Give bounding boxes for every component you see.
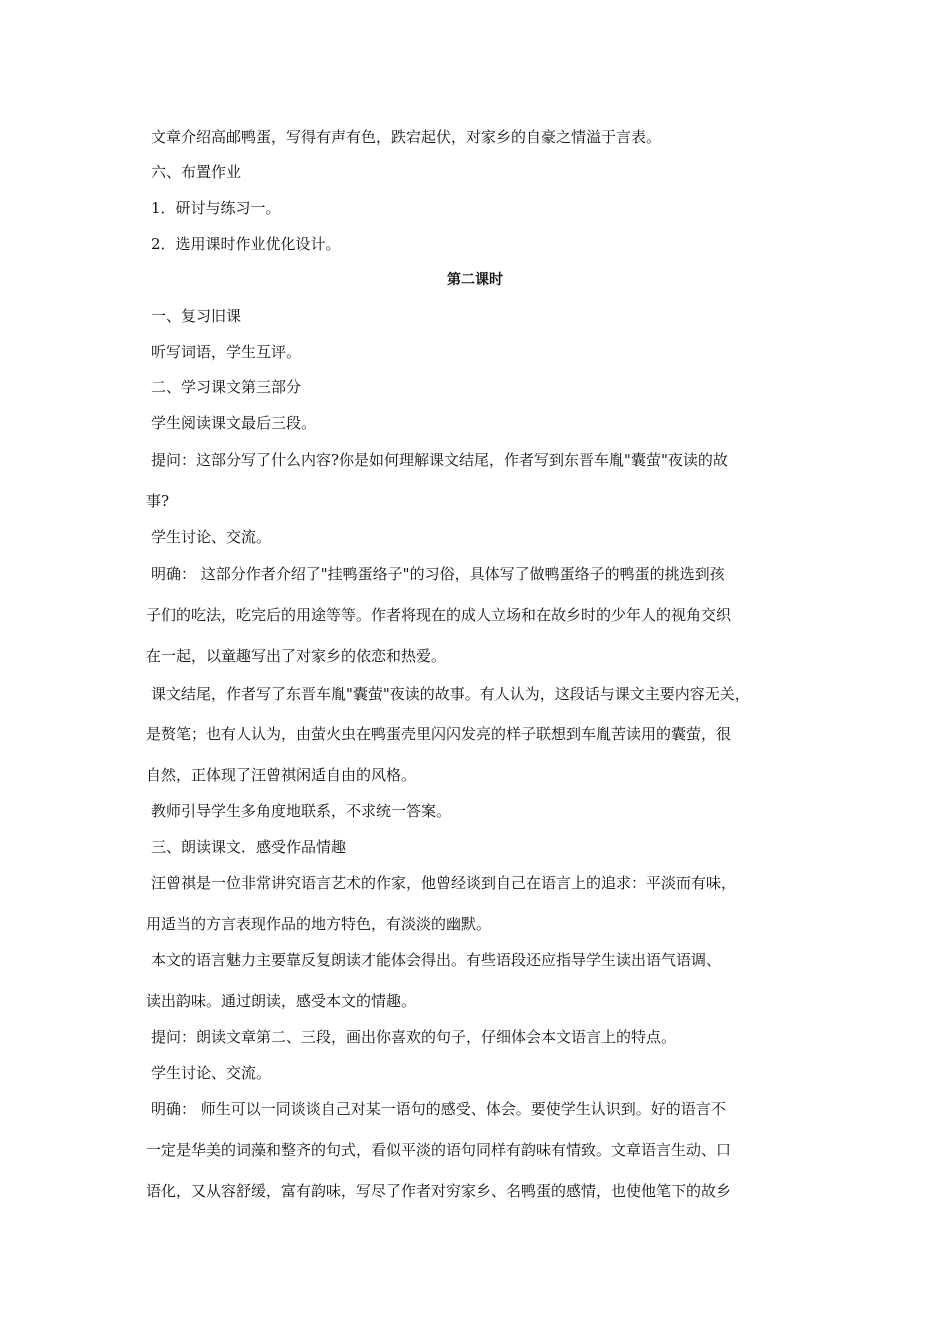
section-heading: 二、学习课文第三部分	[151, 378, 302, 396]
paragraph-line: 明确： 这部分作者介绍了"挂鸭蛋络子"的习俗，具体写了做鸭蛋络子的鸭蛋的挑选到孩	[151, 565, 725, 583]
paragraph-line: 听写词语，学生互评。	[151, 343, 302, 361]
paragraph-line: 课文结尾，作者写了东晋车胤"囊萤"夜读的故事。有人认为，这段话与课文主要内容无关，	[151, 685, 750, 703]
paragraph-line: 一定是华美的词藻和整齐的句式，看似平淡的语句同样有韵味有情致。文章语言生动、口	[146, 1141, 732, 1159]
paragraph-line: 学生阅读课文最后三段。	[151, 414, 317, 432]
paragraph-line: 明确： 师生可以一同谈谈自己对某一语句的感受、体会。要使学生认识到。好的语言不	[151, 1100, 726, 1118]
paragraph-line: 提问：这部分写了什么内容?你是如何理解课文结尾，作者写到东晋车胤"囊萤"夜读的故	[151, 451, 728, 469]
paragraph-line: 用适当的方言表现作品的地方特色，有淡淡的幽默。	[146, 915, 492, 933]
paragraph-line: 事?	[146, 492, 170, 510]
section-heading: 一、复习旧课	[151, 307, 242, 325]
paragraph-line: 自然，正体现了汪曾祺闲适自由的风格。	[146, 766, 417, 784]
list-item: 2．选用课时作业优化设计。	[151, 235, 341, 253]
paragraph-line: 在一起，以童趣写出了对家乡的依恋和热爱。	[146, 647, 447, 665]
paragraph-line: 是赘笔；也有人认为，由萤火虫在鸭蛋壳里闪闪发亮的样子联想到车胤苦读用的囊萤，很	[146, 725, 732, 743]
lesson-title: 第二课时	[447, 272, 503, 288]
section-heading: 三、朗读课文．感受作品情趣	[151, 838, 347, 856]
list-item: 1．研讨与练习一。	[151, 199, 281, 217]
paragraph-line: 提问：朗读文章第二、三段，画出你喜欢的句子，仔细体会本文语言上的特点。	[151, 1028, 677, 1046]
section-heading: 六、布置作业	[151, 163, 242, 181]
paragraph-line: 语化，又从容舒缓，富有韵味，写尽了作者对穷家乡、名鸭蛋的感情，也使他笔下的故乡	[146, 1182, 732, 1200]
paragraph-line: 教师引导学生多角度地联系，不求统一答案。	[151, 802, 452, 820]
paragraph-line: 子们的吃法，吃完后的用途等等。作者将现在的成人立场和在故乡时的少年人的视角交织	[146, 606, 732, 624]
paragraph-line: 学生讨论、交流。	[151, 528, 272, 546]
paragraph-line: 文章介绍高邮鸭蛋，写得有声有色，跌宕起伏，对家乡的自豪之情溢于言表。	[151, 128, 662, 146]
paragraph-line: 读出韵味。通过朗读，感受本文的情趣。	[146, 992, 417, 1010]
paragraph-line: 汪曾祺是一位非常讲究语言艺术的作家，他曾经谈到自己在语言上的追求：平淡而有味，	[151, 874, 737, 892]
paragraph-line: 学生讨论、交流。	[151, 1064, 272, 1082]
paragraph-line: 本文的语言魅力主要靠反复朗读才能体会得出。有些语段还应指导学生读出语气语调、	[151, 951, 722, 969]
